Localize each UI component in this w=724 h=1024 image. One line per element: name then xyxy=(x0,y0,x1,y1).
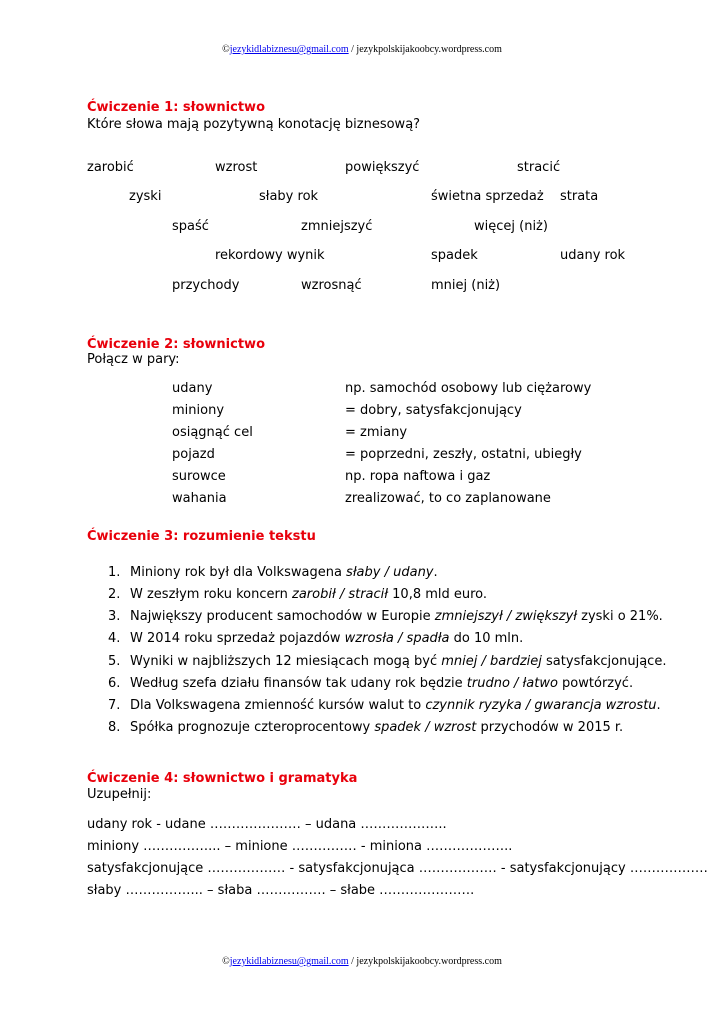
word: spadek xyxy=(431,248,478,263)
pair-left: wahania xyxy=(172,491,227,506)
word: mniej (niż) xyxy=(431,278,501,293)
list-item-number: 8. xyxy=(108,720,121,735)
pair-right: = dobry, satysfakcjonujący xyxy=(345,403,522,418)
word: stracić xyxy=(517,160,561,175)
pair-left: udany xyxy=(172,381,213,396)
exercise-2-instruction: Połącz w pary: xyxy=(87,352,180,367)
list-item-number: 3. xyxy=(108,609,121,624)
exercise-1-title: Ćwiczenie 1: słownictwo xyxy=(87,100,265,115)
word: rekordowy wynik xyxy=(215,248,325,263)
fill-in-line: satysfakcjonujące ……………… - satysfakcjonująca ……………… - satysfakcjonujący ……………… xyxy=(87,861,708,876)
header-separator: / xyxy=(348,44,357,55)
list-item: W 2014 roku sprzedaż pojazdów wzrosła / spadła do 10 mln. xyxy=(130,631,524,646)
pair-left: miniony xyxy=(172,403,225,418)
exercise-3-title: Ćwiczenie 3: rozumienie tekstu xyxy=(87,529,316,544)
pair-right: = zmiany xyxy=(345,425,408,440)
list-item: Wyniki w najbliższych 12 miesiącach mogą być mniej / bardziej satysfakcjonujące. xyxy=(130,654,667,669)
pair-right: np. samochód osobowy lub ciężarowy xyxy=(345,381,592,396)
footer-separator: / xyxy=(348,956,357,967)
blog-address: jezykpolskijakoobcy.wordpress.com xyxy=(356,956,502,967)
word: wzrost xyxy=(215,160,258,175)
word: więcej (niż) xyxy=(474,219,548,234)
exercise-4-title: Ćwiczenie 4: słownictwo i gramatyka xyxy=(87,771,358,786)
list-item-number: 1. xyxy=(108,565,121,580)
word: zyski xyxy=(129,189,162,204)
pair-right: np. ropa naftowa i gaz xyxy=(345,469,491,484)
word: spaść xyxy=(172,219,209,234)
word: powiększyć xyxy=(345,160,420,175)
list-item-number: 4. xyxy=(108,631,121,646)
word: wzrosnąć xyxy=(301,278,362,293)
list-item: Największy producent samochodów w Europie zmniejszył / zwiększył zyski o 21%. xyxy=(130,609,663,624)
list-item-number: 6. xyxy=(108,676,121,691)
list-item-number: 5. xyxy=(108,654,121,669)
list-item-number: 7. xyxy=(108,698,121,713)
pair-right: zrealizować, to co zaplanowane xyxy=(345,491,551,506)
list-item: W zeszłym roku koncern zarobił / stracił 10,8 mld euro. xyxy=(130,587,488,602)
pair-left: osiągnąć cel xyxy=(172,425,253,440)
email-link[interactable]: jezykidlabiznesu@gmail.com xyxy=(229,44,349,55)
list-item: Spółka prognozuje czteroprocentowy spadek / wzrost przychodów w 2015 r. xyxy=(130,720,624,735)
word: zarobić xyxy=(87,160,134,175)
fill-in-line: udany rok - udane ………………… – udana ……………….. xyxy=(87,817,447,832)
pair-left: surowce xyxy=(172,469,226,484)
word: zmniejszyć xyxy=(301,219,373,234)
list-item: Miniony rok był dla Volkswagena słaby / udany. xyxy=(130,565,438,580)
pair-left: pojazd xyxy=(172,447,215,462)
pair-right: = poprzedni, zeszły, ostatni, ubiegły xyxy=(345,447,582,462)
email-link[interactable]: jezykidlabiznesu@gmail.com xyxy=(229,956,349,967)
list-item: Według szefa działu finansów tak udany rok będzie trudno / łatwo powtórzyć. xyxy=(130,676,634,691)
word: świetna sprzedaż xyxy=(431,189,544,204)
exercise-2-title: Ćwiczenie 2: słownictwo xyxy=(87,337,265,352)
fill-in-line: miniony ……………... – minione …………… - miniona ……………….. xyxy=(87,839,513,854)
page-header: ©jezykidlabiznesu@gmail.com / jezykpolskijakoobcy.wordpress.com xyxy=(222,44,502,55)
fill-in-line: słaby ……………... – słaba ……………. – słabe …………………. xyxy=(87,883,475,898)
list-item: Dla Volkswagena zmienność kursów walut to czynnik ryzyka / gwarancja wzrostu. xyxy=(130,698,661,713)
page-footer: ©jezykidlabiznesu@gmail.com / jezykpolskijakoobcy.wordpress.com xyxy=(222,956,502,967)
exercise-1-instruction: Które słowa mają pozytywną konotację biznesową? xyxy=(87,117,421,132)
list-item-number: 2. xyxy=(108,587,121,602)
word: słaby rok xyxy=(259,189,319,204)
exercise-4-instruction: Uzupełnij: xyxy=(87,787,152,802)
blog-address: jezykpolskijakoobcy.wordpress.com xyxy=(356,44,502,55)
word: strata xyxy=(560,189,599,204)
word: przychody xyxy=(172,278,240,293)
word: udany rok xyxy=(560,248,626,263)
